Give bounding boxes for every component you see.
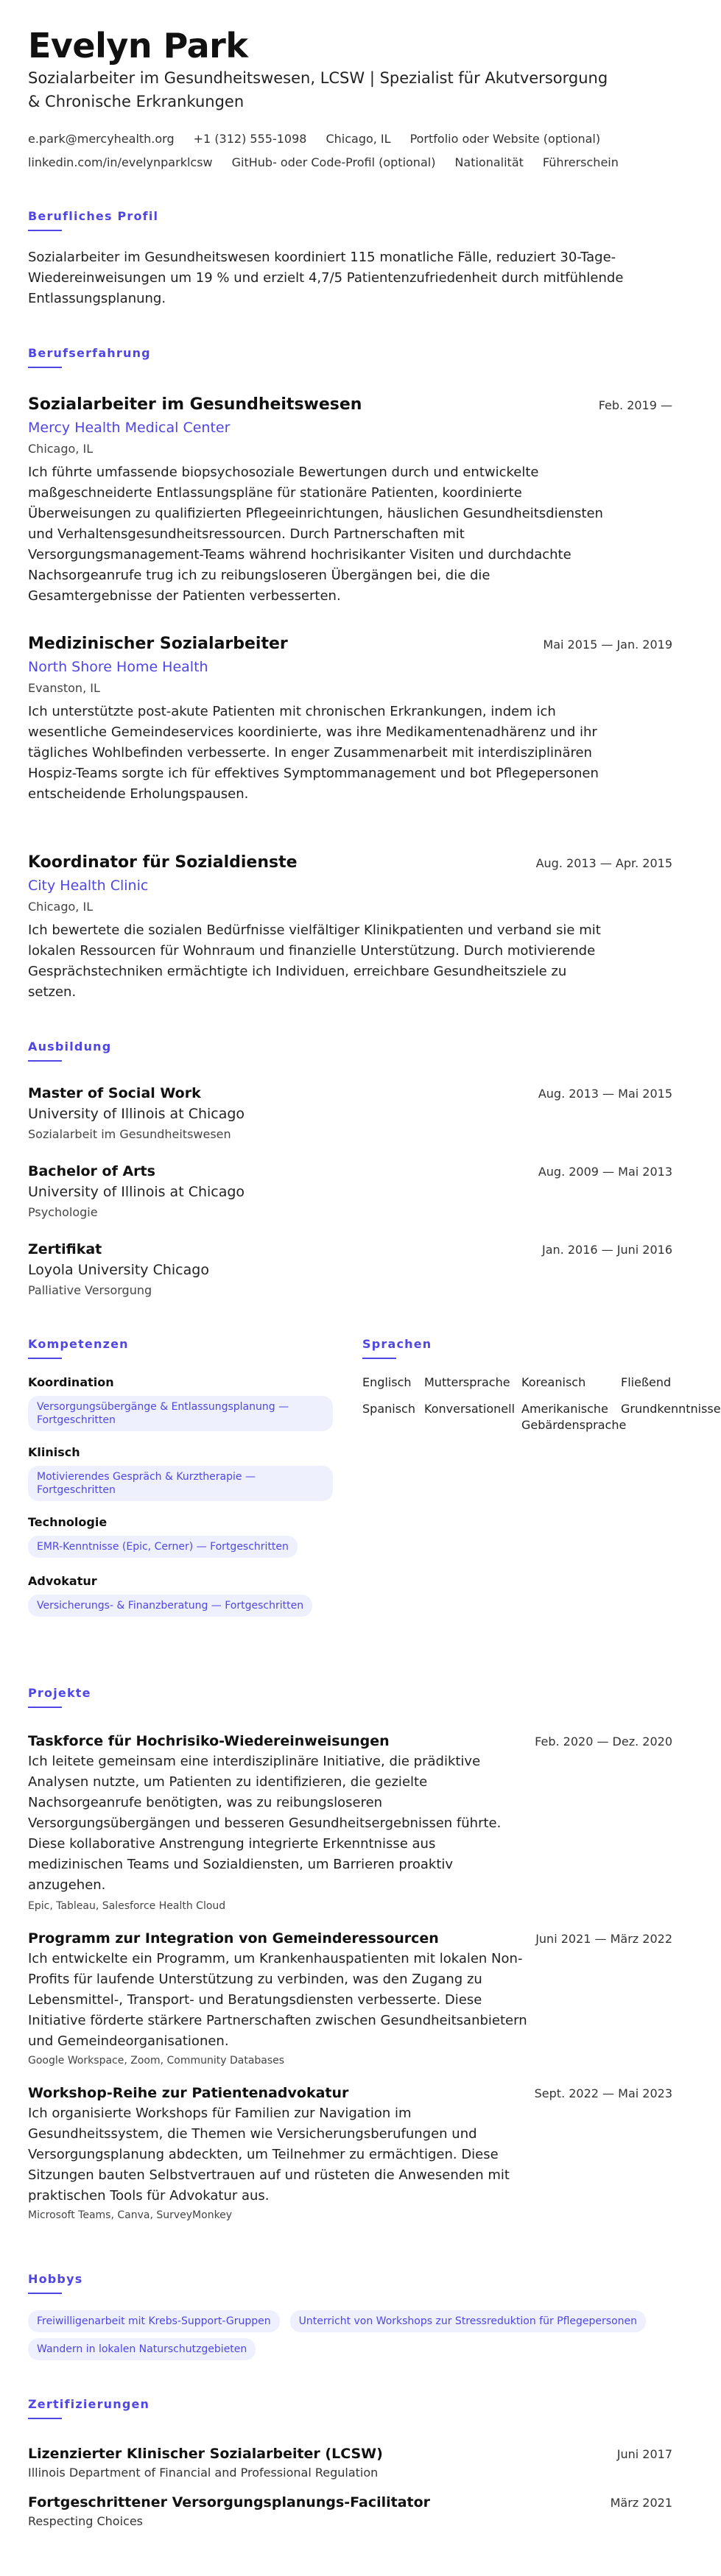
edu-field: Palliative Versorgung xyxy=(28,1283,152,1297)
email[interactable]: e.park@mercyhealth.org xyxy=(28,132,175,146)
job-location: Chicago, IL xyxy=(28,900,94,914)
section-title-experience: Berufserfahrung xyxy=(28,346,151,360)
language-level: Fließend xyxy=(621,1375,672,1389)
cert-org: Illinois Department of Financial and Professional Regulation xyxy=(28,2466,379,2480)
section-title-hobbies: Hobbys xyxy=(28,2272,83,2286)
edu-degree: Bachelor of Arts xyxy=(28,1163,155,1179)
language-level: Muttersprache xyxy=(424,1375,510,1389)
cert-date: März 2021 xyxy=(610,2496,672,2510)
edu-dates: Jan. 2016 — Juni 2016 xyxy=(542,1243,672,1257)
project-dates: Juni 2021 — März 2022 xyxy=(535,1932,672,1946)
github-link[interactable]: GitHub- oder Code-Profil (optional) xyxy=(231,155,436,169)
section-rule xyxy=(28,1707,62,1708)
job-title: Sozialarbeiter im Gesundheitswesen xyxy=(28,395,362,414)
edu-field: Sozialarbeit im Gesundheitswesen xyxy=(28,1127,231,1141)
section-title-skills: Kompetenzen xyxy=(28,1337,129,1351)
edu-school: University of Illinois at Chicago xyxy=(28,1184,245,1200)
project-tech: Microsoft Teams, Canva, SurveyMonkey xyxy=(28,2209,233,2221)
language-name: Englisch xyxy=(362,1375,412,1389)
section-rule xyxy=(28,1358,62,1359)
project-title: Workshop-Reihe zur Patientenadvokatur xyxy=(28,2085,349,2101)
project-description: Ich organisierte Workshops für Familien zur Navigation im Gesundheitssystem, die Themen wie Versicherungsberufungen und Versorgungsplanung abdeckten, um Teilnehmer zu ermächtigen. Diese Sitzungen bauten Selbstvertrauen auf und rüsteten die Anwesenden mit praktischen Tools für Advokatur aus. xyxy=(28,2106,510,2203)
cert-date: Juni 2017 xyxy=(616,2447,672,2461)
contact-row-1 xyxy=(28,131,600,147)
project-dates: Sept. 2022 — Mai 2023 xyxy=(534,2086,672,2100)
phone[interactable]: +1 (312) 555-1098 xyxy=(193,132,307,146)
hobby-pill: Freiwilligenarbeit mit Krebs-Support-Gruppen xyxy=(28,2310,280,2332)
section-title-languages: Sprachen xyxy=(362,1337,432,1351)
section-rule xyxy=(28,2293,62,2294)
section-title-certifications: Zertifizierungen xyxy=(28,2397,150,2411)
skill-pill: Motivierendes Gespräch & Kurztherapie — Fortgeschritten xyxy=(28,1466,333,1501)
language-name: Koreanisch xyxy=(521,1375,586,1389)
project-tech: Epic, Tableau, Salesforce Health Cloud xyxy=(28,1900,226,1912)
section-title-education: Ausbildung xyxy=(28,1040,112,1054)
cert-title: Lizenzierter Klinischer Sozialarbeiter (LCSW) xyxy=(28,2446,383,2462)
job-dates: Mai 2015 — Jan. 2019 xyxy=(543,638,672,652)
job-dates: Feb. 2019 — xyxy=(598,398,672,412)
edu-degree: Master of Social Work xyxy=(28,1085,201,1101)
language-level: Konversationell xyxy=(424,1402,516,1416)
section-title-projects: Projekte xyxy=(28,1686,91,1700)
job-dates: Aug. 2013 — Apr. 2015 xyxy=(535,856,672,870)
job-description: Ich unterstützte post-akute Patienten mit chronischen Erkrankungen, indem ich wesentliche Gemeindeservices koordinierte, was ihre Medikamentenadhärenz und ihr tägliches Wohlbefinden verbesserte. In enger Zusammenarbeit mit interdisziplinären Hospiz-Teams sorgte ich für effektives Symptommanagement und bot Pflegepersonen entscheidende Erholungspausen. xyxy=(28,704,599,802)
edu-field: Psychologie xyxy=(28,1205,98,1219)
job-description: Ich führte umfassende biopsychosoziale Bewertungen durch und entwickelte maßgeschneiderte Entlassungspläne für stationäre Patienten, koordinierte Überweisungen zu qualifizierten Pflegeeinrichtungen, häuslichen Gesundheitsdiensten und Verhaltensgesundheitsressourcen. Durch Partnerschaften mit Versorgungsmanagement-Teams während hochrisikanter Visiten und durchdachte Nachsorgeanrufe trug ich zu reibungsloseren Übergängen bei, die die Gesamtergebnisse der Patienten verbesserten. xyxy=(28,465,603,604)
contact-row-2 xyxy=(28,155,619,171)
section-rule xyxy=(28,367,62,368)
language-level: Grundkenntnisse xyxy=(621,1402,721,1416)
edu-school: Loyola University Chicago xyxy=(28,1262,209,1278)
cert-title: Fortgeschrittener Versorgungsplanungs-Facilitator xyxy=(28,2494,431,2510)
section-title-profile: Berufliches Profil xyxy=(28,209,159,223)
skill-category: Koordination xyxy=(28,1375,114,1389)
skill-pill: EMR-Kenntnisse (Epic, Cerner) — Fortgeschritten xyxy=(28,1536,298,1558)
drivers-license: Führerschein xyxy=(542,155,619,169)
skill-pill: Versorgungsübergänge & Entlassungsplanung — Fortgeschritten xyxy=(28,1396,333,1431)
project-dates: Feb. 2020 — Dez. 2020 xyxy=(535,1735,672,1748)
job-location: Chicago, IL xyxy=(28,442,94,456)
skill-category: Technologie xyxy=(28,1515,108,1529)
hobby-list xyxy=(28,2310,646,2332)
project-tech: Google Workspace, Zoom, Community Databases xyxy=(28,2055,285,2067)
project-description: Ich leitete gemeinsam eine interdisziplinäre Initiative, die prädiktive Analysen nutzte, um Patienten zu identifizieren, die gezielte Nachsorgeanrufe benötigten, was zu reibungsloseren Versorgungsübergängen und besseren Gesundheitsergebnissen führte. Diese kollaborative Anstrengung integrierte Erkenntnisse aus medizinischen Teams und Sozialdiensten, um Barrieren proaktiv anzugehen. xyxy=(28,1754,502,1893)
section-rule xyxy=(28,1060,62,1062)
section-rule xyxy=(28,230,62,231)
hobby-list xyxy=(28,2338,256,2360)
job-company[interactable]: City Health Clinic xyxy=(28,878,149,894)
job-company[interactable]: North Shore Home Health xyxy=(28,659,208,675)
project-description: Ich entwickelte ein Programm, um Krankenhauspatienten mit lokalen Non-Profits für laufende Unterstützung zu verbinden, was den Zugang zu Lebensmittel-, Transport- und Beratungsdiensten verbesserte. Diese Initiative förderte stärkere Partnerschaften zwischen Gesundheitsanbietern und Gemeindeorganisationen. xyxy=(28,1951,527,2049)
nationality: Nationalität xyxy=(454,155,524,169)
edu-degree: Zertifikat xyxy=(28,1241,102,1257)
language-name: Spanisch xyxy=(362,1402,415,1416)
edu-dates: Aug. 2009 — Mai 2013 xyxy=(538,1165,672,1179)
job-company[interactable]: Mercy Health Medical Center xyxy=(28,420,231,436)
candidate-headline: Sozialarbeiter im Gesundheitswesen, LCSW | Spezialist für Akutversorgung & Chronische Erkrankungen xyxy=(28,69,608,110)
portfolio-link[interactable]: Portfolio oder Website (optional) xyxy=(409,132,601,146)
section-rule xyxy=(362,1358,396,1359)
edu-dates: Aug. 2013 — Mai 2015 xyxy=(538,1087,672,1101)
skill-pill: Versicherungs- & Finanzberatung — Fortgeschritten xyxy=(28,1595,312,1617)
project-title: Programm zur Integration von Gemeinderessourcen xyxy=(28,1930,439,1947)
edu-school: University of Illinois at Chicago xyxy=(28,1106,245,1122)
hobby-pill: Unterricht von Workshops zur Stressreduktion für Pflegepersonen xyxy=(290,2310,646,2332)
language-name: Amerikanische Gebärdensprache xyxy=(521,1402,627,1432)
hobby-pill: Wandern in lokalen Naturschutzgebieten xyxy=(28,2338,256,2360)
project-title: Taskforce für Hochrisiko-Wiedereinweisungen xyxy=(28,1733,390,1749)
skill-category: Advokatur xyxy=(28,1574,97,1588)
section-rule xyxy=(28,2418,62,2419)
job-location: Evanston, IL xyxy=(28,681,100,695)
location: Chicago, IL xyxy=(326,132,391,146)
linkedin-link[interactable]: linkedin.com/in/evelynparklcsw xyxy=(28,155,213,169)
cert-org: Respecting Choices xyxy=(28,2514,143,2528)
job-description: Ich bewertete die sozialen Bedürfnisse vielfältiger Klinikpatienten und verband sie mit lokalen Ressourcen für Wohnraum und finanzielle Unterstützung. Durch motivierende Gesprächstechniken ermächtigte ich Individuen, erreichbare Gesundheitsziele zu setzen. xyxy=(28,922,601,1000)
candidate-name: Evelyn Park xyxy=(28,26,248,66)
job-title: Medizinischer Sozialarbeiter xyxy=(28,635,288,653)
profile-summary: Sozialarbeiter im Gesundheitswesen koordiniert 115 monatliche Fälle, reduziert 30-Tage-Wiedereinweisungen um 19 % und erzielt 4,7/5 Patientenzufriedenheit durch mitfühlende Entlassungsplanung. xyxy=(28,250,624,306)
job-title: Koordinator für Sozialdienste xyxy=(28,853,298,872)
skill-category: Klinisch xyxy=(28,1445,80,1459)
